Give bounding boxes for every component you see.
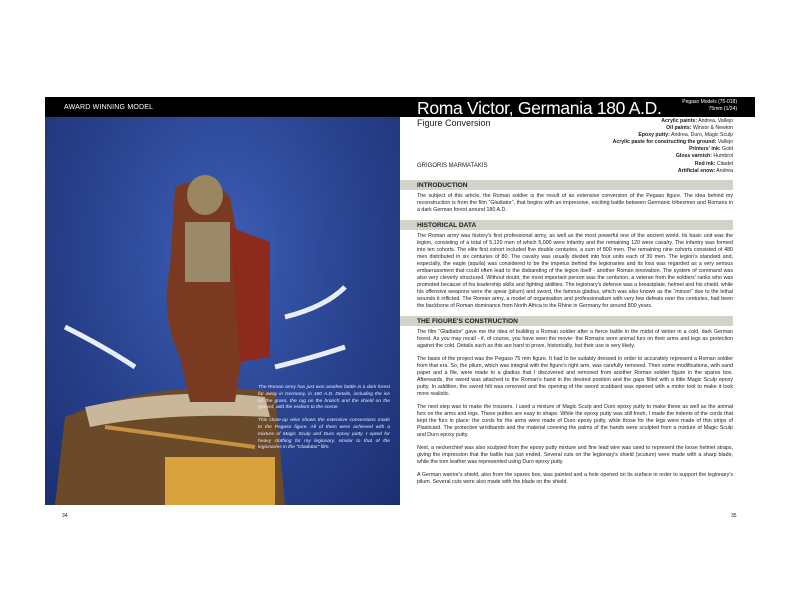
material-item: [613, 168, 733, 175]
material-item: [613, 118, 733, 125]
author: GRIGORIS MARMATAKIS: [417, 163, 488, 169]
article-title: Roma Victor, Germania 180 A.D.: [417, 98, 662, 118]
body-paragraph: The Roman army was history's first professional army, as well as the most powerful one of the ancient world. Its basic unit was the legion, consisting of a total of 5,120 men of which 5,000 were infantry and the remaining 120 were cavalry. The infantry was formed into ten cohorts. The elite first cohort included five double centuries, a sum of 800 men. The remaining nine cohorts consisted of 480 men distributed in six centuries of 80. The cavalry was usually divided into four units each of 30 men. The legion's standard and, especially, the eagle (aquila) was considered to be the impetus behind the legionaries and its loss was regarded as a very serious embarrassment that could often lead to the disbanding of the legion itself - another Roman innovation. The system of command was also very cleverly structured. Without doubt, the most important person was the centurion, a veteran from the soldiers' ranks who was promoted because of his leadership skills and fighting abilities. The legionary's defense was a breastplate, helmet and his shield, while his offensive weapons were the spear (pilum) and sword, the famous gladius, which was also known as the “mincer” due to the lethal wounds it inflicted. The Roman army, a model of organisation and professionalism with very few defeats over the centuries, had been the backbone of Roman dominance from North Africa to the Rhine in Germany for around 800 years.: [417, 233, 733, 309]
material-label: Gloss varnish:: [675, 153, 712, 160]
material-label: Epoxy putty:: [638, 132, 670, 139]
article-body: [400, 180, 733, 492]
material-value: Andrea, Vallejo: [698, 118, 733, 124]
material-value: Andrea: [716, 167, 733, 174]
article-subtitle: Figure Conversion: [417, 118, 491, 128]
caption-paragraph: The Roman army has just won another battle in a dark forest far away in Germany, in 180 A.D. Details, including the ice on the grass, the rug on the branch and the shield on the ground, add the realism to the scene.: [258, 385, 390, 411]
caption-paragraph: This close-up view shows the extensive conversions made to the Pegaso figure. All of them were achieved with a mixture of Magic Sculp and Duro epoxy putty. I opted for heavy clothing for my legionary, similar to that of the legionaries in the “Gladiator” film.: [258, 418, 390, 451]
material-label: Acrylic paste for constructing the ground:: [612, 139, 717, 146]
body-paragraph: A German warrior's shield, also from the spares box, was painted and a hole opened on its surface in order to support the legionary's pilum. Several cuts were also made with the blade on the shield.: [417, 472, 733, 485]
material-label: Red ink:: [694, 160, 716, 167]
material-value: Humbrol: [713, 153, 733, 160]
material-value: Andrea, Duro, Magic Sculp: [671, 132, 733, 139]
material-value: Vallejo: [717, 139, 733, 146]
material-label: Artificial snow:: [677, 167, 716, 174]
material-label: Oil paints:: [666, 125, 692, 132]
material-value: Citadel: [716, 160, 733, 167]
page-number-right: 35: [731, 513, 737, 519]
body-paragraph: The basis of the project was the Pegaso 75 mm figure. It had to be suitably dressed in order to accurately represent a Roman soldier from that era. So, the pilum, which was integral with the figure's right arm, was carefully removed. Then some modifications, with sand paper and a file, were made to a gladius that I discovered and removed from another Roman soldier figure in the spares box. Afterwards, the sword was attached to the Roman's hand in the desired position and the gaps filled with a little Magic Sculp epoxy putty. In addition, the sword hilt was removed and the opening of the sword scabbard was opened with a motor tool to make it look more realistic.: [417, 356, 733, 397]
material-value: Winsor & Newton: [692, 125, 733, 132]
body-paragraph: The next step was to make the trousers. I used a mixture of Magic Sculp and Duro epoxy putty to make these as well as the animal furs on the arms and legs. These putties are easy to shape. While the epoxy putty was still fresh, I made the indents of the cords that kept the furs in place: the cords for the arms were made of Duro epoxy putty, while those for the legs were made of thin strips of Plasticard. The protective wristbands and the material covering the palms of the hands were sculpted from a mixture of Magic Sculp and Duro epoxy putty.: [417, 404, 733, 438]
material-item: [613, 146, 733, 153]
material-item: [613, 153, 733, 160]
material-value: Gold: [722, 146, 733, 153]
section-heading: HISTORICAL DATA: [400, 220, 733, 230]
kit-maker: Pegaso Models (75-018): [682, 99, 737, 105]
material-item: [613, 161, 733, 168]
material-label: Printers' ink:: [689, 146, 721, 153]
material-item: [613, 125, 733, 132]
section-heading: THE FIGURE'S CONSTRUCTION: [400, 316, 733, 326]
material-item: [613, 139, 733, 146]
section-heading: INTRODUCTION: [400, 180, 733, 190]
materials-list: [613, 118, 733, 175]
body-paragraph: The subject of this article, the Roman soldier is the result of an extensive conversion of the Pegaso figure. The idea behind my reconstruction is from the film “Gladiator”, that begins with an impressive, exciting battle between Germanic tribesmen and Romans in a dark German forest around 180 A.D.: [417, 193, 733, 213]
material-item: [613, 132, 733, 139]
kit-scale: 75mm (1/24): [708, 106, 737, 112]
photo-caption: [258, 385, 390, 452]
section-tag: AWARD WINNING MODEL: [64, 104, 154, 111]
page-number-left: 34: [62, 513, 68, 519]
material-label: Acrylic paints:: [661, 118, 698, 124]
body-paragraph: The film “Gladiator” gave me the idea of building a Roman soldier after a fierce battle in the midst of winter in a cold, dark German forest. As you may recall - if, of course, you have seen the movie- the Romans wore animal furs on their arms and legs as protection against the cold. Details such as this are hard to prove, historically, but their use is very likely.: [417, 329, 733, 349]
kit-info: [682, 99, 737, 113]
body-paragraph: Next, a neckerchief was also sculpted from the epoxy putty mixture and fine lead wire was used to represent the loose helmet straps, giving the impression that the battle has just ended. Several cuts on the legionary's shield (scutum) were made with a sharp blade, while the torn leather was represented using Duro epoxy putty.: [417, 445, 733, 465]
